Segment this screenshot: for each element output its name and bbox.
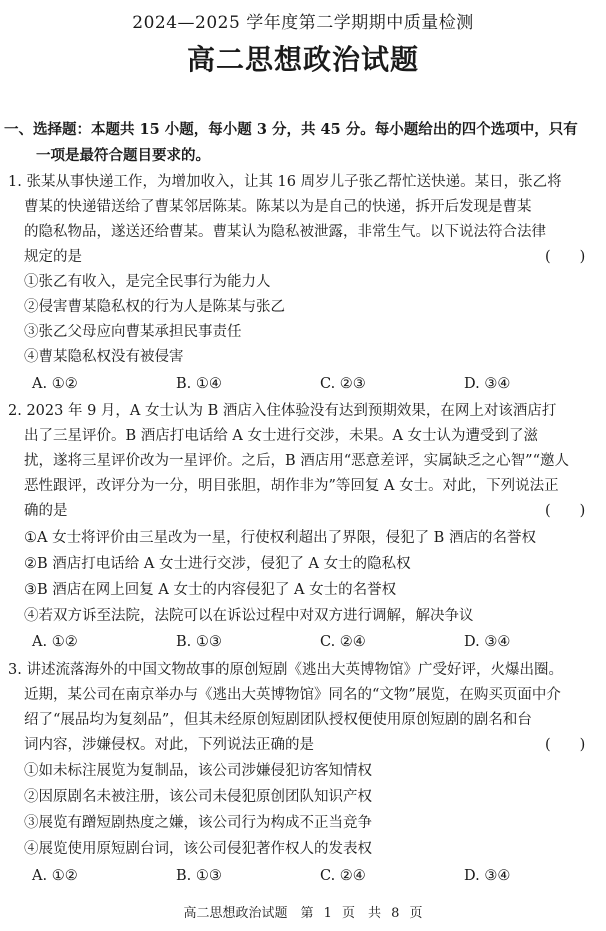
statement: ②B 酒店打电话给 A 女士进行交涉，侵犯了 A 女士的隐私权 (24, 556, 411, 572)
choice-b: B. ①④ (176, 376, 222, 392)
question-stem-line: 1. 张某从事快递工作，为增加收入，让其 16 周岁儿子张乙帮忙送快递。某日，张乙将 (8, 174, 562, 190)
statement: ③展览有蹭短剧热度之嫌，该公司行为构成不正当竞争 (24, 815, 372, 831)
question-stem-line: 绍了“展品均为复刻品”，但其未经原创短剧团队授权便使用原创短剧的剧名和台 (24, 712, 532, 728)
choice-c: C. ②③ (320, 376, 366, 392)
choice-d: D. ③④ (464, 868, 511, 884)
answer-paren: ( ) (545, 503, 586, 519)
statement: ③张乙父母应向曹某承担民事责任 (24, 324, 242, 340)
exam-title: 高二思想政治试题 (186, 43, 419, 76)
question-stem-line: 2. 2023 年 9 月，A 女士认为 B 酒店入住体验没有达到预期效果，在网上对该酒店打 (8, 403, 557, 419)
statement: ④曹某隐私权没有被侵害 (24, 349, 184, 365)
question-stem-line: 扰，遂将三星评价改为一星评价。之后，B 酒店用“恶意差评，实属缺乏之心智”“邀人 (24, 453, 569, 469)
page-footer: 高二思想政治试题 第 1 页 共 8 页 (183, 906, 423, 921)
statement: ②侵害曹某隐私权的行为人是陈某与张乙 (24, 299, 285, 315)
question-stem-line: 3. 讲述流落海外的中国文物故事的原创短剧《逃出大英博物馆》广受好评，火爆出圈。 (8, 662, 563, 678)
statement: ①A 女士将评价由三星改为一星，行使权利超出了界限，侵犯了 B 酒店的名誉权 (24, 530, 536, 546)
answer-paren: ( ) (545, 737, 586, 753)
statement: ④若双方诉至法院，法院可以在诉讼过程中对双方进行调解，解决争议 (24, 608, 474, 624)
question-stem-line: 词内容，涉嫌侵权。对此，下列说法正确的是 (24, 737, 314, 753)
question-stem-line: 确的是 (24, 503, 68, 519)
question-stem-line: 规定的是 (24, 249, 82, 265)
choice-a: A. ①② (32, 376, 78, 392)
choice-c: C. ②④ (320, 868, 366, 884)
statement: ②因原剧名未被注册，该公司未侵犯原创团队知识产权 (24, 789, 372, 805)
choice-d: D. ③④ (464, 634, 511, 650)
section-heading: 一、选择题：本题共 15 小题，每小题 3 分，共 45 分。每小题给出的四个选项中，只有 (4, 121, 578, 138)
statement: ④展览使用原短剧台词，该公司侵犯著作权人的发表权 (24, 841, 372, 857)
choice-b: B. ①③ (176, 634, 222, 650)
choice-c: C. ②④ (320, 634, 366, 650)
choice-b: B. ①③ (176, 868, 222, 884)
answer-paren: ( ) (545, 249, 586, 265)
exam-subtitle: 2024—2025 学年度第二学期期中质量检测 (132, 13, 474, 33)
section-heading-cont: 一项是最符合题目要求的。 (36, 147, 210, 164)
choice-a: A. ①② (32, 868, 78, 884)
question-stem-line: 出了三星评价。B 酒店打电话给 A 女士进行交涉，未果。A 女士认为遭受到了滋 (24, 428, 539, 444)
statement: ①如未标注展览为复制品，该公司涉嫌侵犯访客知情权 (24, 763, 372, 779)
statement: ①张乙有收入，是完全民事行为能力人 (24, 274, 271, 290)
statement: ③B 酒店在网上回复 A 女士的内容侵犯了 A 女士的名誉权 (24, 582, 397, 598)
question-stem-line: 恶性跟评，改评分为一分，明目张胆，胡作非为”等回复 A 女士。对此，下列说法正 (24, 478, 559, 494)
question-stem-line: 的隐私物品，遂送还给曹某。曹某认为隐私被泄露，非常生气。以下说法符合法律 (24, 224, 546, 240)
choice-d: D. ③④ (464, 376, 511, 392)
choice-a: A. ①② (32, 634, 78, 650)
question-stem-line: 曹某的快递错送给了曹某邻居陈某。陈某以为是自己的快递，拆开后发现是曹某 (24, 199, 532, 215)
question-stem-line: 近期，某公司在南京举办与《逃出大英博物馆》同名的“文物”展览，在购买页面中介 (24, 687, 561, 703)
